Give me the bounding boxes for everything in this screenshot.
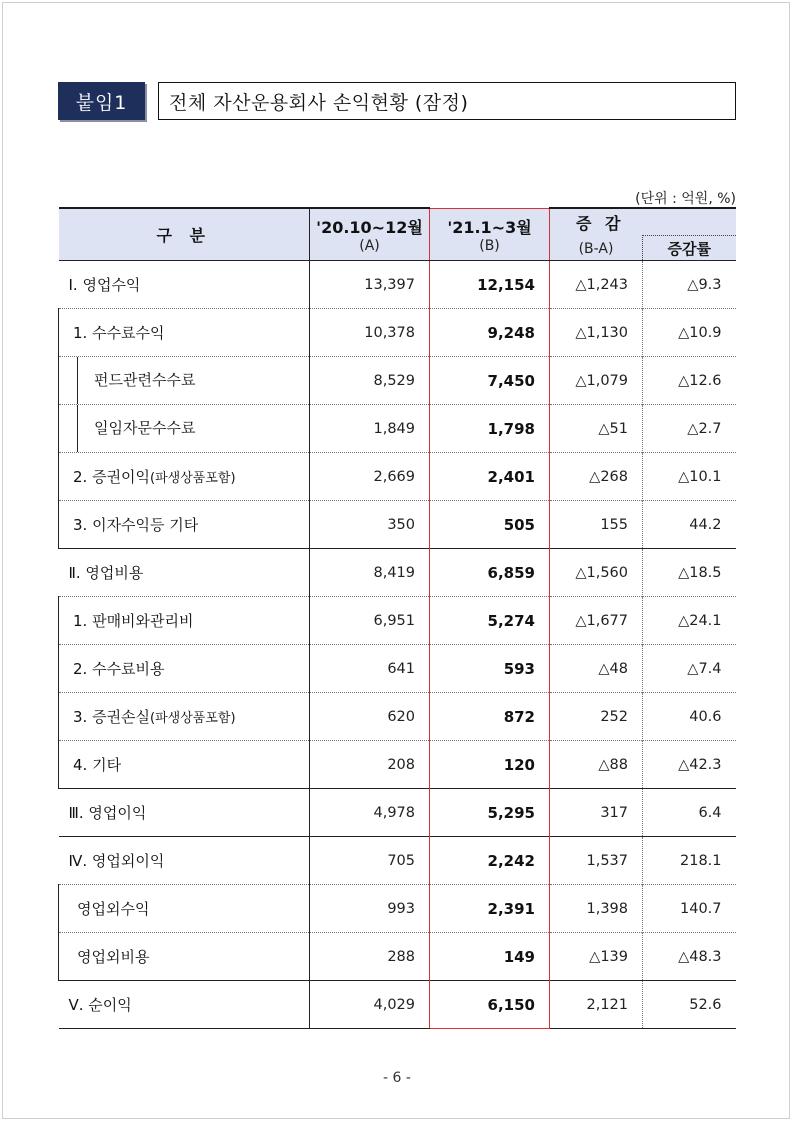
cell-b: 5,295 [430,789,550,837]
row-label: Ⅴ. 순이익 [59,981,310,1029]
header-category: 구 분 [59,208,310,261]
header-period-a [310,208,430,261]
table-row [59,261,736,309]
document-title: 전체 자산운용회사 손익현황 (잠정) [158,82,736,120]
cell-b: 505 [430,501,550,549]
cell-a: 1,849 [310,405,430,453]
table-row [59,357,736,405]
cell-b: 2,391 [430,885,550,933]
cell-b: 2,242 [430,837,550,885]
cell-b: 6,859 [430,549,550,597]
table-row [59,981,736,1029]
cell-change: △1,677 [550,597,643,645]
cell-rate: △10.9 [643,309,736,357]
page-number: - 6 - [383,1070,411,1086]
header-period-a-sub: (A) [359,238,380,254]
attachment-tag: 붙임1 [58,82,145,120]
header-change: 증 감 [550,208,736,236]
cell-a: 13,397 [310,261,430,309]
cell-change: △268 [550,453,643,501]
row-label: 3. 증권손실(파생상품포함) [59,693,310,741]
unit-note: (단위 : 억원, %) [635,191,736,207]
cell-b: 1,798 [430,405,550,453]
cell-rate: 40.6 [643,693,736,741]
row-label: 1. 판매비와관리비 [59,597,310,645]
row-label: 2. 수수료비용 [59,645,310,693]
cell-a: 4,029 [310,981,430,1029]
income-table [58,207,736,1029]
cell-a: 10,378 [310,309,430,357]
cell-a: 8,529 [310,357,430,405]
row-label: Ⅱ. 영업비용 [59,549,310,597]
cell-change: △48 [550,645,643,693]
row-label: Ⅲ. 영업이익 [59,789,310,837]
cell-b: 2,401 [430,453,550,501]
cell-a: 288 [310,933,430,981]
row-label: 영업외비용 [59,933,310,981]
cell-change: 2,121 [550,981,643,1029]
cell-change: 1,537 [550,837,643,885]
cell-a: 705 [310,837,430,885]
table-row [59,741,736,789]
table-row [59,549,736,597]
header-period-a-label: '20.10~12월 [316,218,423,237]
cell-b: 593 [430,645,550,693]
cell-b: 6,150 [430,981,550,1029]
cell-a: 6,951 [310,597,430,645]
cell-b: 9,248 [430,309,550,357]
cell-change: 317 [550,789,643,837]
row-label: Ⅰ. 영업수익 [68,276,141,294]
table-row [59,453,736,501]
cell-change: △1,560 [550,549,643,597]
cell-change: 155 [550,501,643,549]
cell-change: △51 [550,405,643,453]
cell-rate: 140.7 [643,885,736,933]
cell-rate: △42.3 [643,741,736,789]
table-row [59,501,736,549]
cell-b: 12,154 [430,261,550,309]
header-period-b-sub: (B) [479,237,500,254]
table-row [59,933,736,981]
cell-rate: 44.2 [643,501,736,549]
header-period-b [430,208,550,261]
cell-b: 120 [430,741,550,789]
row-label: 펀드관련수수료 [59,357,310,405]
cell-a: 8,419 [310,549,430,597]
cell-a: 993 [310,885,430,933]
row-label: 영업외수익 [59,885,310,933]
header-change-sub: (B-A) [550,236,643,261]
row-label-note: (파생상품포함) [150,711,236,726]
row-label-note: (파생상품포함) [150,471,236,486]
cell-rate: △9.3 [643,261,736,309]
cell-change: 252 [550,693,643,741]
cell-b: 149 [430,933,550,981]
cell-rate: △48.3 [643,933,736,981]
cell-rate: 52.6 [643,981,736,1029]
cell-b: 872 [430,693,550,741]
row-label: 4. 기타 [59,741,310,789]
cell-rate: △7.4 [643,645,736,693]
cell-a: 208 [310,741,430,789]
table-row [59,405,736,453]
cell-a: 2,669 [310,453,430,501]
row-label: 2. 증권이익(파생상품포함) [59,453,310,501]
table-row [59,309,736,357]
cell-change: △88 [550,741,643,789]
cell-rate: △2.7 [643,405,736,453]
cell-rate: 218.1 [643,837,736,885]
cell-rate: △24.1 [643,597,736,645]
cell-b: 7,450 [430,357,550,405]
cell-rate: △12.6 [643,357,736,405]
cell-a: 641 [310,645,430,693]
row-label: 3. 이자수익등 기타 [59,501,310,549]
table-row [59,885,736,933]
table-row [59,837,736,885]
cell-rate: △10.1 [643,453,736,501]
cell-change: 1,398 [550,885,643,933]
cell-change: △1,130 [550,309,643,357]
cell-change: △1,243 [575,276,628,293]
table-row [59,789,736,837]
header-period-b-label: '21.1~3월 [447,217,532,237]
row-label: Ⅳ. 영업외이익 [59,837,310,885]
header-rate: 증감률 [643,236,736,261]
cell-change: △139 [550,933,643,981]
cell-a: 4,978 [310,789,430,837]
cell-a: 350 [310,501,430,549]
cell-b: 5,274 [430,597,550,645]
cell-rate: 6.4 [643,789,736,837]
row-label: 1. 수수료수익 [59,309,310,357]
row-label: 일임자문수수료 [59,405,310,453]
cell-a: 620 [310,693,430,741]
cell-rate: △18.5 [643,549,736,597]
cell-change: △1,079 [550,357,643,405]
table-row [59,645,736,693]
table-row [59,597,736,645]
table-row [59,693,736,741]
